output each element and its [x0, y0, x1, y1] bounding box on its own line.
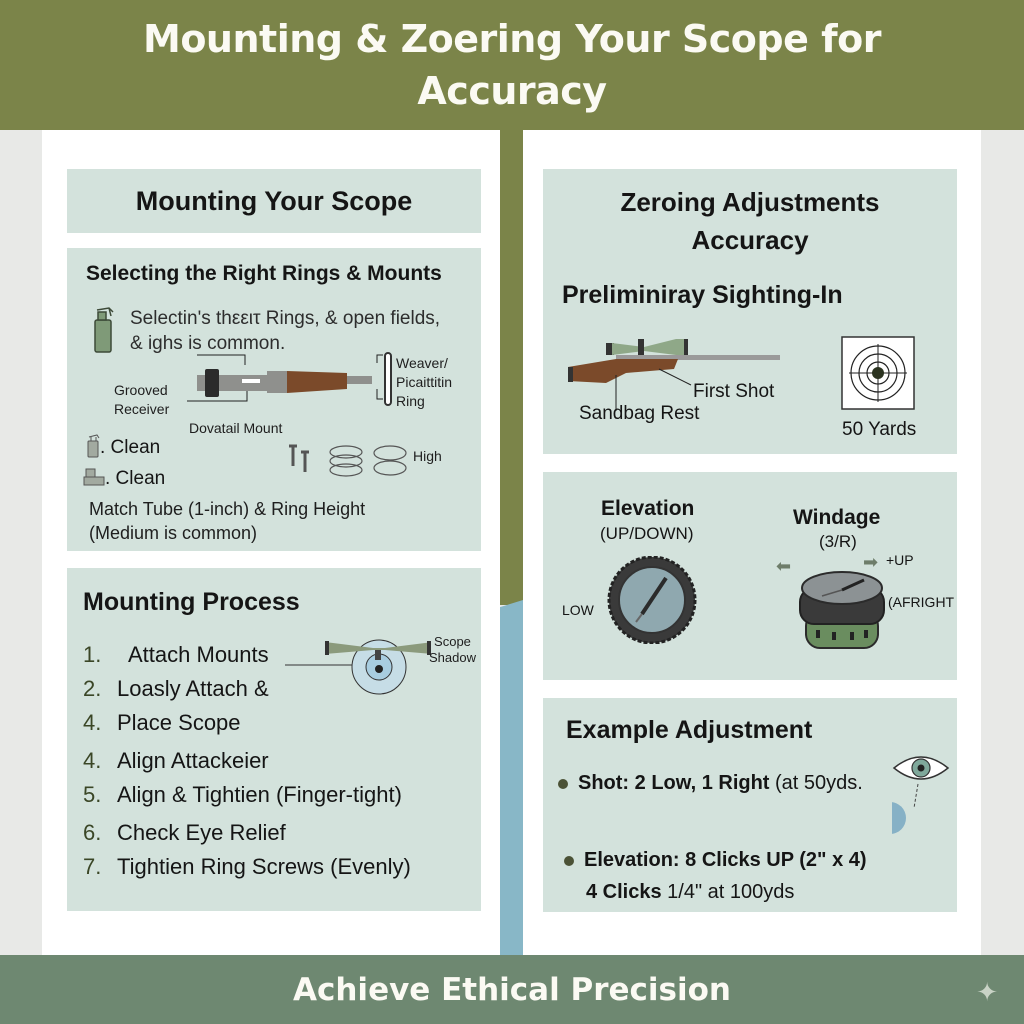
low-label: LOW [562, 602, 594, 618]
rings-panel [67, 248, 481, 551]
label-grooved: Grooved [114, 382, 168, 398]
label-weaver-2: Picaittitin [396, 374, 453, 390]
process-step: 5. Align & Tightien (Finger-tight) [83, 782, 402, 807]
rings-intro-line2: & ighs is common. [130, 333, 286, 354]
bullet-icon [558, 779, 568, 789]
center-divider-green [500, 130, 523, 605]
header-banner [0, 0, 1024, 130]
cleaning-kit-icon [83, 467, 105, 487]
screw-icon [285, 444, 315, 474]
windage-turret-icon [798, 570, 886, 652]
match-line-1: Match Tube (1-inch) & Ring Height [89, 499, 366, 519]
ring-stack-high-icon [372, 444, 408, 480]
match-line-2: (Medium is common) [89, 523, 258, 543]
distance-label: 50 Yards [842, 419, 917, 440]
scope-shadow-label-1: Scope [434, 634, 471, 649]
process-step: 7. Tightien Ring Screws (Evenly) [83, 854, 411, 879]
arrow-left-icon: ⬅ [776, 556, 792, 576]
mounting-process-panel [67, 568, 481, 911]
label-receiver: Receiver [114, 401, 170, 417]
center-divider-blue [500, 600, 523, 955]
windage-label: Windage [793, 506, 881, 529]
process-step: 2. Loasly Attach & [83, 676, 269, 701]
clean-step-2: . Clean [105, 468, 166, 489]
right-label: (AFRIGHT [888, 594, 955, 610]
windage-sub-label: (3/R) [819, 532, 857, 551]
up-label: +UP [886, 552, 914, 568]
example-panel [543, 698, 957, 912]
footer-text: Achieve Ethical Precision [293, 971, 731, 1008]
section-title-mounting: Mounting Your Scope [135, 185, 413, 216]
first-shot-label: First Shot [693, 381, 775, 402]
scope-shadow-label-2: Shadow [429, 650, 476, 665]
elevation-turret-icon [606, 556, 698, 644]
target-icon [841, 336, 915, 410]
rings-heading: Selecting the Right Rings & Mounts [86, 262, 442, 285]
arrow-right-icon: ➡ [863, 552, 879, 572]
clean-step-1: . Clean [100, 437, 161, 458]
spray-bottle-small-icon [86, 432, 100, 458]
bullet-icon [564, 856, 574, 866]
label-weaver-3: Ring [396, 393, 425, 409]
mounting-title-panel [67, 169, 481, 233]
zeroing-title-2: Accuracy [691, 225, 809, 255]
sighting-heading: Preliminiray Sighting-In [562, 281, 843, 309]
turret-panel [543, 472, 957, 680]
elevation-sub-label: (UP/DOWN) [600, 524, 694, 543]
label-weaver-1: Weaver/ [396, 355, 448, 371]
process-step: 4. Align Attackeier [83, 748, 269, 773]
sparkle-icon: ✦ [976, 977, 998, 1007]
label-high: High [413, 448, 442, 464]
process-heading: Mounting Process [83, 588, 300, 616]
process-step: 1. Attach Mounts [83, 642, 269, 667]
ring-stack-icon [328, 444, 364, 480]
example-shot-line: Shot: 2 Low, 1 Right (at 50yds. [558, 772, 863, 795]
sandbag-rest-label: Sandbag Rest [579, 403, 700, 424]
example-elevation-block: Elevation: 8 Clicks UP (2" x 4) 4 Clicks 1/4" at 100yds [564, 844, 867, 908]
weaver-ring-icon [375, 351, 395, 411]
zeroing-title-1: Zeroing Adjustments [620, 187, 880, 217]
page-title: Mounting & Zoering Your Scope for Accuracy [143, 17, 881, 113]
rings-intro-line1: Selectin's thεειτ Rings, & open fields, [130, 308, 441, 329]
elevation-label: Elevation [601, 497, 695, 520]
eye-icon [892, 750, 950, 836]
example-heading: Example Adjustment [566, 716, 813, 744]
zeroing-panel [543, 169, 957, 454]
spray-bottle-icon [91, 304, 115, 354]
process-step: 4. Place Scope [83, 710, 241, 735]
footer-banner [0, 955, 1024, 1024]
process-step: 6. Check Eye Relief [83, 820, 286, 845]
label-dovetail: Dovatail Mount [189, 420, 283, 436]
scope-shadow-icon [285, 636, 431, 696]
